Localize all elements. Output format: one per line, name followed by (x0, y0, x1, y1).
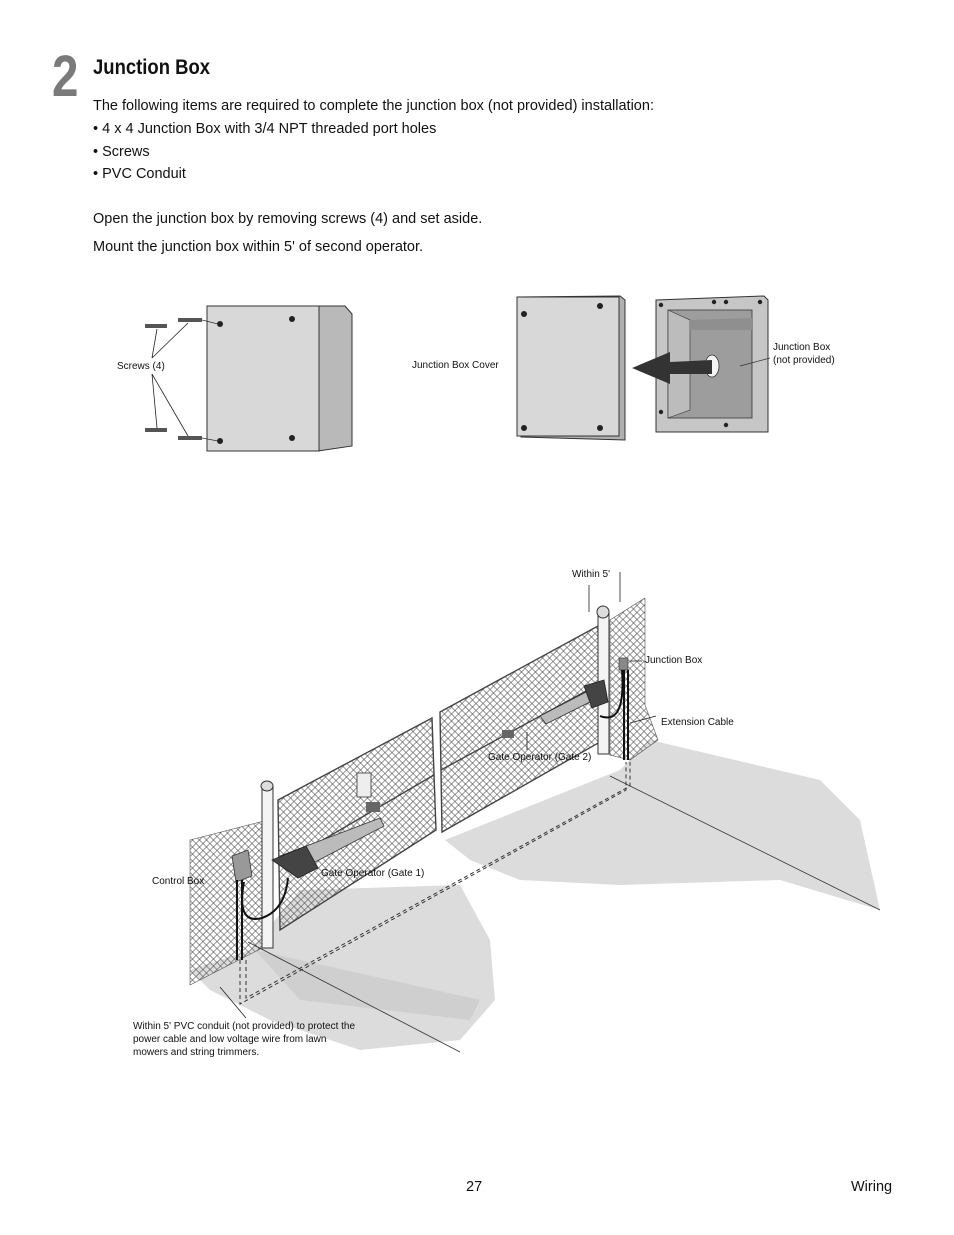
junction-box-closed-figure (145, 306, 352, 451)
cover-label: Junction Box Cover (412, 360, 499, 371)
control-box-label: Control Box (152, 876, 205, 887)
box-label-note: (not provided) (773, 355, 835, 366)
gate-installation-figure (190, 572, 880, 1055)
step-number: 2 (52, 44, 79, 109)
list-item: • Screws (93, 144, 150, 160)
within-label: Within 5' (572, 569, 611, 580)
screws-label: Screws (4) (117, 361, 165, 372)
list-item: • PVC Conduit (93, 166, 186, 182)
list-item: • 4 x 4 Junction Box with 3/4 NPT threaded port holes (93, 121, 437, 137)
page-title: Junction Box (93, 56, 211, 79)
instruction-text: Open the junction box by removing screws (4) and set aside. (93, 211, 483, 227)
screw-icon (145, 318, 202, 440)
gate-operator-2-label: Gate Operator (Gate 2) (488, 752, 592, 763)
conduit-note: Within 5' PVC conduit (not provided) to protect the power cable and low voltage wire from lawn mowers and string trimmers. (133, 1021, 356, 1058)
intro-text: The following items are required to complete the junction box (not provided) installation: (93, 98, 654, 114)
instruction-text: Mount the junction box within 5' of second operator. (93, 239, 424, 255)
junction-box-open-figure (517, 296, 770, 440)
extension-cable-label: Extension Cable (661, 717, 734, 728)
junction-box-label: Junction Box (645, 655, 703, 666)
section-name: Wiring (851, 1179, 893, 1195)
gate-operator-1-label: Gate Operator (Gate 1) (321, 868, 425, 879)
page-number: 27 (466, 1179, 483, 1195)
box-label: Junction Box (773, 342, 831, 353)
